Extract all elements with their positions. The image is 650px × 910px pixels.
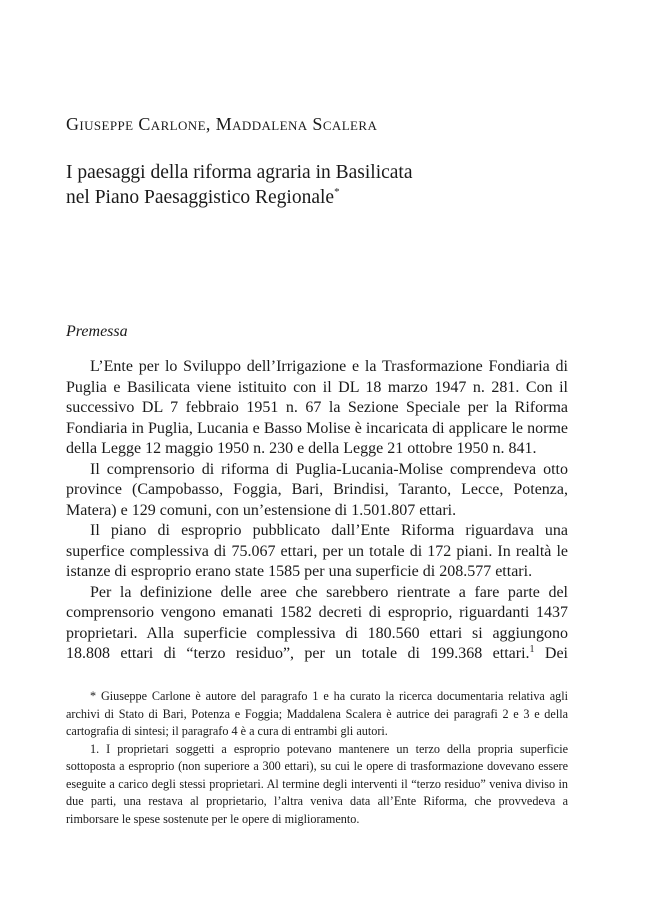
section-heading: Premessa (66, 323, 128, 340)
paragraph-2: Il comprensorio di riforma di Puglia-Lucania-Molise comprendeva otto province (Campobasso, Foggia, Bari, Brindisi, Taranto, Lecce, Potenza, Matera) e 129 comuni, con un’estensione di 1.501.807 ettari. (66, 460, 568, 519)
paragraph-4-continuation: Dei (534, 645, 568, 662)
paragraph-1: L’Ente per lo Sviluppo dell’Irrigazione e la Trasformazione Fondiaria di Puglia e Basilicata viene istituito con il DL 18 marzo 1947 n. 281. Con il successivo DL 7 febbraio 1951 n. 67 la Sezione Speciale per la Riforma Fondiaria in Puglia, Lucania e Basso Molise è incaricata di applicare le norme della Legge 12 maggio 1950 n. 230 e della Legge 21 ottobre 1950 n. 841. (66, 358, 568, 457)
title-footnote-marker: * (334, 186, 340, 198)
article-authors: Giuseppe Carlone, Maddalena Scalera (66, 114, 378, 134)
footnote-reference-1: 1 (529, 644, 535, 655)
title-line-2: nel Piano Paesaggistico Regionale (66, 187, 335, 208)
body-text (66, 357, 568, 665)
paragraph-4 (66, 583, 568, 665)
footnote-star: * Giuseppe Carlone è autore del paragrafo 1 e ha curato la ricerca documentaria relativa agli archivi di Stato di Bari, Potenza e Foggia; Maddalena Scalera è autrice dei paragrafi 2 e 3 e della cartografia di sintesi; il paragrafo 4 è a cura di entrambi gli autori. (66, 689, 568, 738)
article-title (66, 160, 596, 210)
title-line-1: I paesaggi della riforma agraria in Basilicata (66, 162, 413, 183)
paragraph-3: Il piano di esproprio pubblicato dall’Ente Riforma riguardava una superfice complessiva di 75.067 ettari, per un totale di 172 piani. In realtà le istanze di esproprio erano state 1585 per una superficie di 208.577 ettari. (66, 522, 568, 580)
footnotes (66, 688, 568, 828)
footnote-1: 1. I proprietari soggetti a esproprio potevano mantenere un terzo della propria superficie sottoposta a esproprio (non superiore a 300 ettari), su cui le opere di trasformazione dovevano essere eseguite a carico degli stessi proprietari. Al termine degli interventi il “terzo residuo” veniva diviso in due parti, una restava al proprietario, l’altra veniva data all’Ente Riforma, che provvedeva a rimborsare le spese sostenute per le opere di miglioramento. (66, 741, 568, 826)
paragraph-4-text: Per la definizione delle aree che sarebbero rientrate a fare parte del comprensorio vengono emanati 1582 decreti di esproprio, riguardanti 1437 proprietari. Alla superficie complessiva di 180.560 ettari si aggiungono 18.808 ettari di “terzo residuo”, per un totale di 199.368 ettari. (66, 583, 568, 662)
